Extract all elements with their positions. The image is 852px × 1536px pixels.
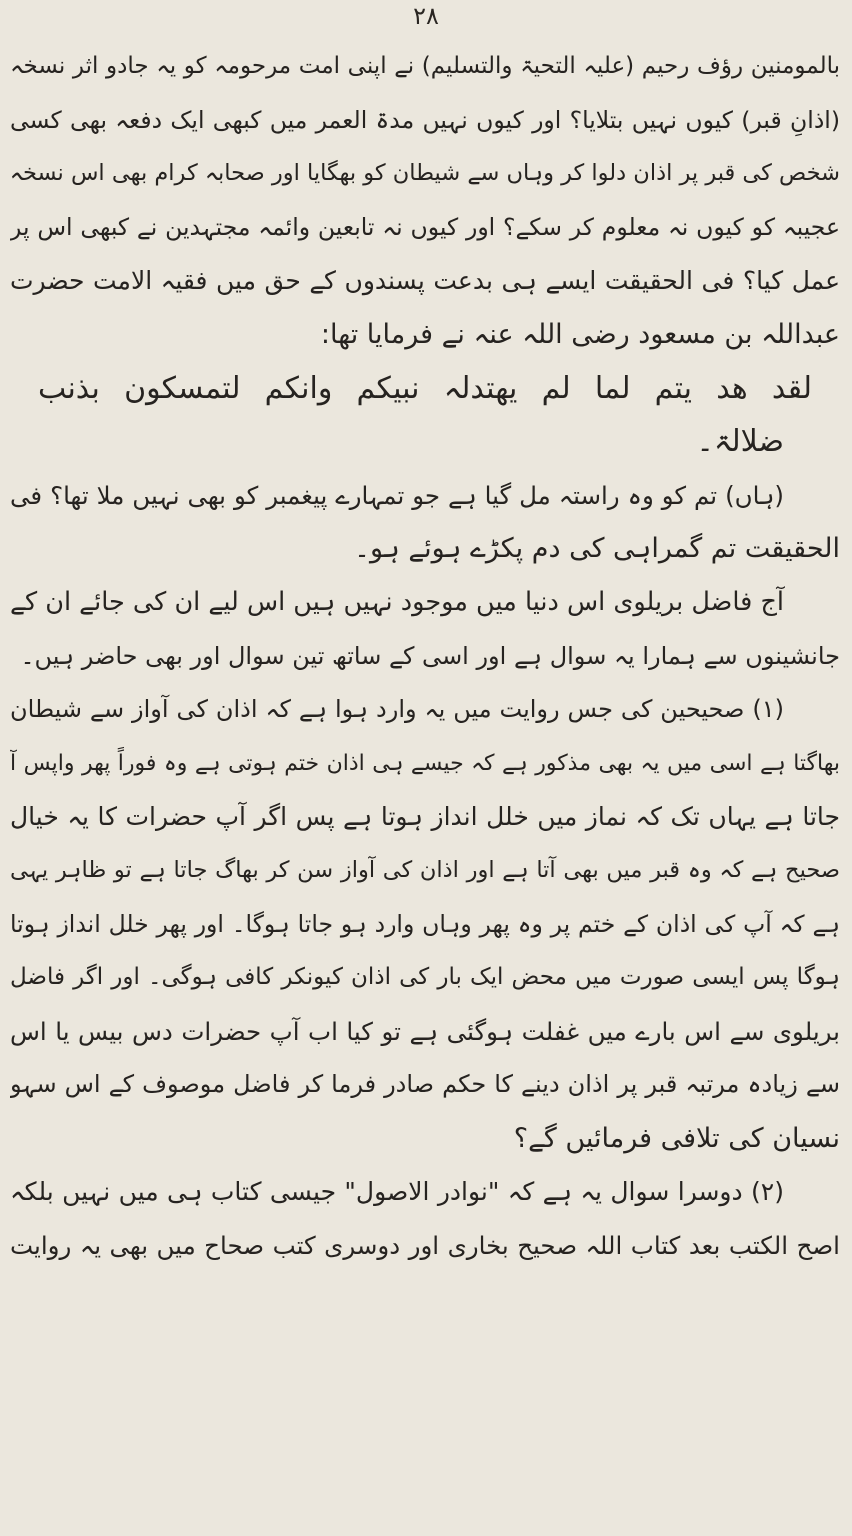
page-number: ۲۸ [413, 2, 439, 30]
text-line: بریلوی سے اس بارے میں غفلت ہوگئی ہے تو کیا اب آپ حضرات دس بیس یا اس [10, 1016, 840, 1046]
text-line: (۱) صحیحین کی جس روایت میں یہ وارد ہوا ہے کہ اذان کی آواز سے شیطان [10, 695, 784, 724]
text-line: (اذانِ قبر) کیوں نہیں بتلایا؟ اور کیوں نہیں مدۃ العمر میں کبھی ایک دفعہ بھی کسی [10, 105, 840, 134]
text-line: صحیح ہے کہ وہ قبر میں بھی آتا ہے اور اذان کی آواز سن کر بھاگ جاتا ہے تو ظاہر یہی [10, 856, 840, 883]
text-line: سے زیادہ مرتبہ قبر پر اذان دینے کا حکم صادر فرما کر فاضل موصوف کے اس سہو [10, 1070, 840, 1099]
text-line: عمل کیا؟ فی الحقیقت ایسے ہی بدعت پسندوں کے حق میں فقیہ الامت حضرت [10, 266, 840, 296]
text-line: آج فاضل بریلوی اس دنیا میں موجود نہیں ہیں اس لیے ان کی جائے ان کے [10, 586, 784, 617]
text-line: بھاگتا ہے اسی میں یہ بھی مذکور ہے کہ جیسے ہی اذان ختم ہوتی ہے وہ فوراً پھر واپس آ [10, 750, 840, 776]
text-line: عبداللہ بن مسعود رضی اللہ عنہ نے فرمایا تھا: [320, 318, 840, 350]
text-line: شخص کی قبر پر اذان دلوا کر وہاں سے شیطان کو بھگایا اور صحابہ کرام بھی اس نسخہ [10, 160, 840, 187]
text-line: بالمومنین رؤف رحیم (علیہ التحیۃ والتسلیم) نے اپنی امت مرحومہ کو یہ جادو اثر نسخہ [10, 53, 840, 79]
text-line: لقد ھد یتم لما لم یھتدلہ نبیکم وانکم لتمسکون بذنب [38, 370, 812, 406]
text-line: ہے کہ آپ کی اذان کے ختم پر وہ پھر وہاں وارد ہو جاتا ہوگا۔ اور پھر خلل انداز ہوتا [10, 909, 840, 938]
text-line: ضلالۃ۔ [696, 424, 784, 460]
text-line: اصح الکتب بعد کتاب اللہ صحیح بخاری اور دوسری کتب صحاح میں بھی یہ روایت [10, 1231, 840, 1261]
urdu-text-body [10, 40, 840, 1273]
text-line: جاتا ہے یہاں تک کہ نماز میں خلل انداز ہوتا ہے پس اگر آپ حضرات کا یہ خیال [10, 802, 840, 832]
text-line: الحقیقت تم گمراہی کی دم پکڑے ہوئے ہو۔ [354, 533, 840, 565]
text-line: نسیان کی تلافی فرمائیں گے؟ [513, 1122, 840, 1154]
text-line: (۲) دوسرا سوال یہ ہے کہ "نوادر الاصول" جیسی کتاب ہی میں نہیں بلکہ [10, 1177, 784, 1207]
text-line: (ہاں) تم کو وہ راستہ مل گیا ہے جو تمہارے پیغمبر کو بھی نہیں ملا تھا؟ فی [10, 480, 784, 510]
text-line: عجیبہ کو کیوں نہ معلوم کر سکے؟ اور کیوں نہ تابعین وائمہ مجتہدین نے کبھی اس پر [10, 212, 840, 241]
text-line: جانشینوں سے ہمارا یہ سوال ہے اور اسی کے ساتھ تین سوال اور بھی حاضر ہیں۔ [20, 641, 840, 670]
text-line: ہوگا پس ایسی صورت میں محض ایک بار کی اذان کیونکر کافی ہوگی۔ اور اگر فاضل [10, 964, 840, 991]
